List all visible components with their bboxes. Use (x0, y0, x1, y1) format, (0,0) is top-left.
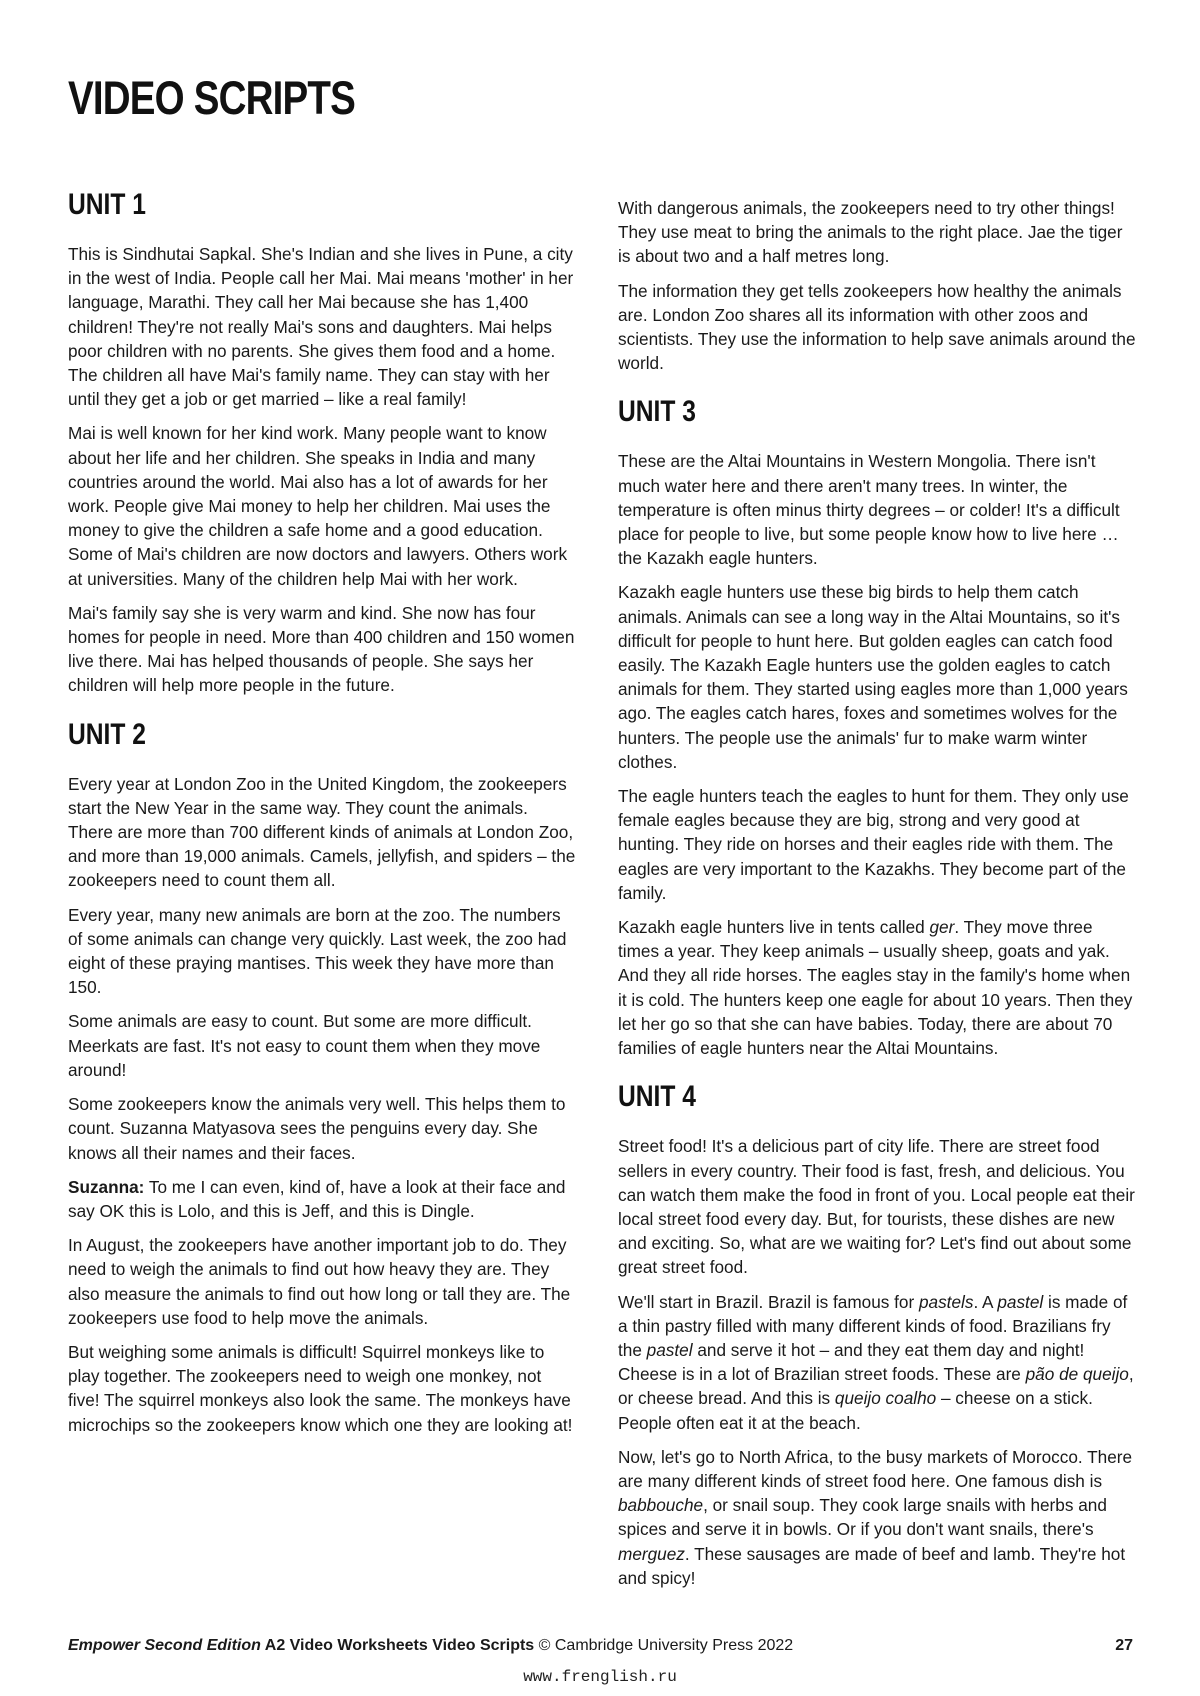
paragraph (618, 1290, 1136, 1435)
page-number: 27 (1115, 1637, 1133, 1654)
italic-term: babbouche (618, 1495, 704, 1516)
italic-term: merguez (618, 1543, 685, 1564)
text-run: Now, let's go to North Africa, to the busy markets of Morocco. There are many different kinds of street food here. One famous dish is (618, 1446, 1133, 1491)
text-run: We'll start in Brazil. Brazil is famous for (618, 1291, 919, 1312)
unit-4-heading: UNIT 4 (618, 1080, 696, 1114)
italic-term: queijo coalho (834, 1388, 937, 1409)
paragraph: Every year at London Zoo in the United Kingdom, the zookeepers start the New Year in the same way. They count the animals. There are more than 700 different kinds of animals at London Zoo, and more than 19,000 animals. Camels, jellyfish, and spiders – the zookeepers need to count them all. (68, 773, 576, 891)
unit-3-heading: UNIT 3 (618, 395, 696, 429)
paragraph: These are the Altai Mountains in Western Mongolia. There isn't much water here and there aren't many trees. In winter, the temperature is often minus thirty degrees – or colder! It's a difficult place for people to live, but some people know how to live here … the Kazakh eagle hunters. (618, 451, 1120, 569)
italic-term: pão de queijo (1025, 1364, 1129, 1385)
text-run: , or snail soup. They cook large snails with herbs and spices and serve it in bowls. Or if you don't want snails, there's (618, 1495, 1107, 1540)
speaker-name: Suzanna: (68, 1176, 145, 1197)
text-run: – cheese on a stick. People often eat it at the beach. (618, 1388, 1093, 1433)
footer-copyright: © Cambridge University Press 2022 (534, 1637, 794, 1654)
page-footer (68, 1637, 1133, 1655)
paragraph: Mai is well known for her kind work. Many people want to know about her life and her children. She speaks in India and many countries around the world. Mai also has a lot of awards for her work. People give Mai money to help her children. Mai uses the money to give the children a safe home and a good education. Some of Mai's children are now doctors and lawyers. Others work at universities. Many of the children help Mai with her work. (68, 423, 568, 589)
text-run: , or cheese bread. And this is (618, 1364, 1134, 1409)
text-run: . These sausages are made of beef and lamb. They're hot and spicy! (618, 1543, 1126, 1588)
paragraph: Some animals are easy to count. But some are more difficult. Meerkats are fast. It's not easy to count them when they move around! (68, 1011, 541, 1080)
speech-text: To me I can even, kind of, have a look at their face and say OK this is Lolo, and this is Jeff, and this is Dingle. (68, 1176, 566, 1221)
paragraph (618, 915, 1136, 1060)
footer-book-title (68, 1637, 534, 1654)
paragraph: Mai's family say she is very warm and kind. She now has four homes for people in need. More than 400 children and 150 women live there. Mai has helped thousands of people. She says her children will help more people in the future. (68, 602, 575, 696)
book-subtitle: A2 Video Worksheets Video Scripts (260, 1637, 535, 1654)
text-run: . They move three times a year. They keep animals – usually sheep, goats and yak. And they all ride horses. The eagles stay in the family's home when it is cold. The hunters keep one eagle for about 10 years. Then they let her go so that she can have babies. Today, there are about 70 families of eagle hunters near the Altai Mountains. (618, 917, 1133, 1059)
paragraph: Kazakh eagle hunters use these big birds to help them catch animals. Animals can see a long way in the Altai Mountains, so it's difficult for people to hunt here. But golden eagles can catch food easily. The Kazakh Eagle hunters use the golden eagles to catch animals for them. They started using eagles more than 1,000 years ago. The eagles catch hares, foxes and sometimes wolves for the hunters. The people use the animals' fur to make warm winter clothes. (618, 582, 1128, 772)
unit-2-heading: UNIT 2 (68, 717, 146, 751)
italic-term: pastels (918, 1291, 974, 1312)
book-series: Empower Second Edition (68, 1637, 261, 1654)
unit-1-heading: UNIT 1 (68, 188, 146, 221)
paragraph: This is Sindhutai Sapkal. She's Indian and she lives in Pune, a city in the west of India. People call her Mai. Mai means 'mother' in her language, Marathi. They call her Mai because she has 1,400 children! They're not really Mai's sons and daughters. Mai helps poor children with no parents. She gives them food and a home. The children all have Mai's family name. They can stay with her until they get a job or get married – like a real family! (68, 244, 574, 410)
watermark-url: www.frenglish.ru (523, 1668, 677, 1686)
italic-term: pastel (646, 1339, 693, 1360)
paragraph: The eagle hunters teach the eagles to hunt for them. They only use female eagles because they are big, strong and very good at hunting. They ride on horses and their eagles ride with them. The eagles are very important to the Kazakhs. They become part of the family. (618, 786, 1129, 903)
paragraph: Some zookeepers know the animals very well. This helps them to count. Suzanna Matyasova sees the penguins every day. She knows all their names and their faces. (68, 1094, 566, 1163)
paragraph: With dangerous animals, the zookeepers need to try other things! They use meat to bring the animals to the right place. Jae the tiger is about two and a half metres long. (618, 198, 1123, 267)
page-title: VIDEO SCRIPTS (68, 71, 356, 124)
text-run: . A (973, 1291, 998, 1312)
dialogue-paragraph (68, 1175, 576, 1223)
text-run: is made of a thin pastry filled with many different kinds of food. Brazilians fry the (618, 1291, 1128, 1360)
right-column (618, 196, 1136, 1600)
paragraph: In August, the zookeepers have another important job to do. They need to weigh the animals to find out how heavy they are. They also measure the animals to find out how long or tall they are. The zookeepers use food to help move the animals. (68, 1235, 571, 1328)
left-column (68, 188, 576, 1447)
paragraph (618, 1445, 1136, 1590)
paragraph: But weighing some animals is difficult! Squirrel monkeys like to play together. The zookeepers need to weigh one monkey, not five! The squirrel monkeys also look the same. The monkeys have microchips so the zookeepers know which one they are looking at! (68, 1341, 573, 1435)
paragraph: Every year, many new animals are born at the zoo. The numbers of some animals can change very quickly. Last week, the zoo had eight of these praying mantises. This week they have more than 150. (68, 904, 567, 998)
text-run: Kazakh eagle hunters live in tents called (618, 917, 930, 938)
paragraph: The information they get tells zookeepers how healthy the animals are. London Zoo shares all its information with other zoos and scientists. They use the information to help save animals around the world. (618, 280, 1136, 374)
italic-term: ger (929, 917, 955, 938)
paragraph: Street food! It's a delicious part of city life. There are street food sellers in every country. Their food is fast, fresh, and delicious. You can watch them make the food in front of you. Local people eat their local street food every day. But, for tourists, these dishes are new and exciting. So, what are we waiting for? Let's find out about some great street food. (618, 1136, 1135, 1278)
italic-term: pastel (997, 1291, 1044, 1312)
text-run: and serve it hot – and they eat them day and night! Cheese is in a lot of Brazilian street foods. These are (618, 1339, 1085, 1385)
